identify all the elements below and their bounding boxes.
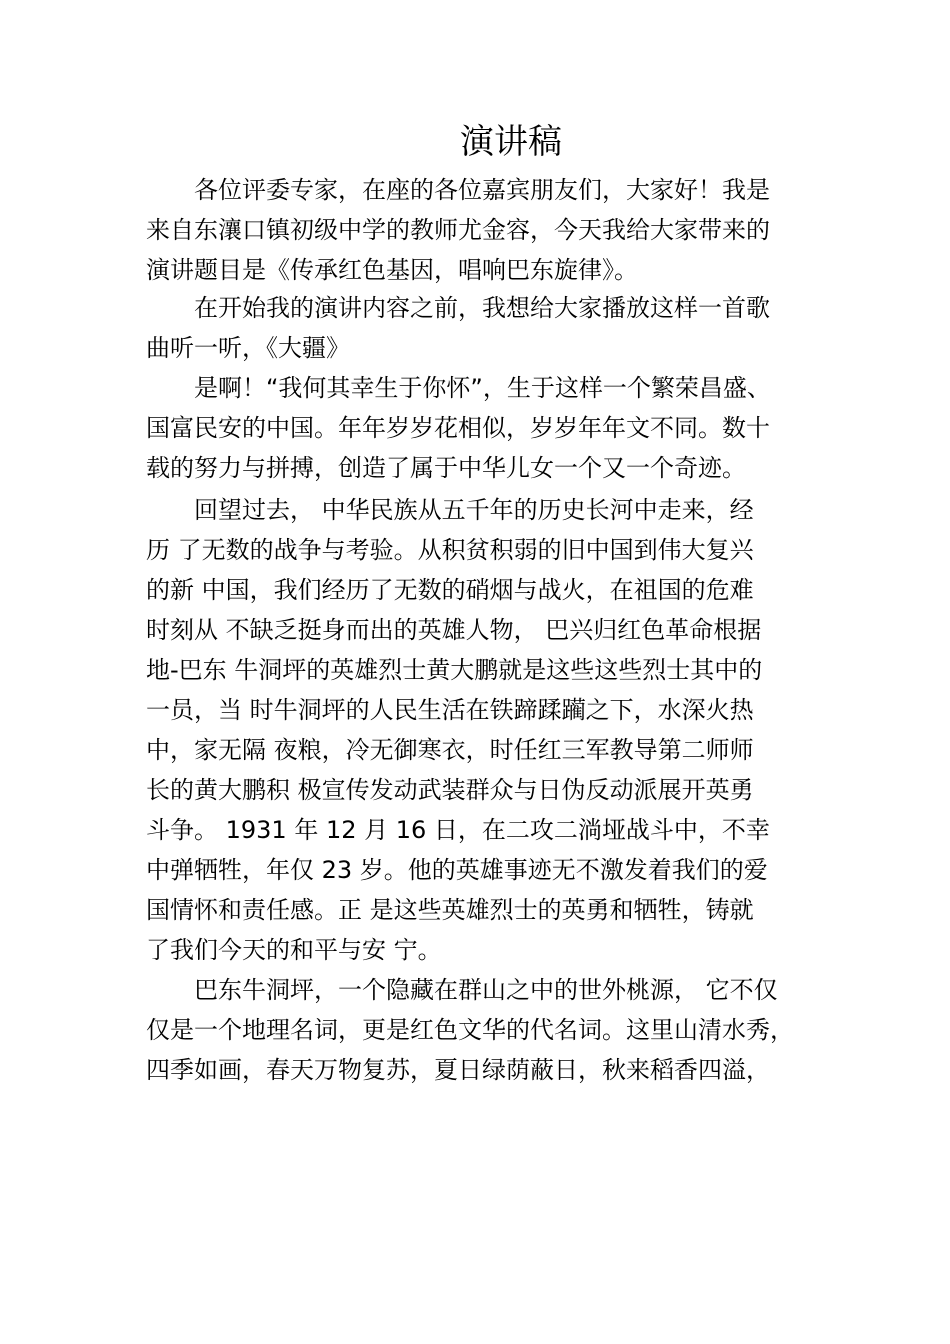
paragraph-fortune xyxy=(146,368,771,488)
text-line: 历 了无数的战争与考验。从积贫积弱的旧中国到伟大复兴 xyxy=(146,536,754,564)
paragraph-niudongping xyxy=(146,970,794,1090)
text-line: 仅是一个地理名词，更是红色文华的代名词。这里山清水秀， xyxy=(146,1016,794,1044)
text-line: 来自东瀼口镇初级中学的教师尤金容，今天我给大家带来的 xyxy=(146,216,770,244)
text-line: 曲听一听，《大疆》 xyxy=(146,334,350,362)
paragraph-greeting xyxy=(146,170,770,290)
text-line: 各位评委专家，在座的各位嘉宾朋友们，大家好！我是 xyxy=(146,176,770,204)
text-line: 国情怀和责任感。正 是这些英雄烈士的英勇和牺牲，铸就 xyxy=(146,896,754,924)
text-line: 回望过去， 中华民族从五千年的历史长河中走来，经 xyxy=(146,496,754,524)
text-line: 长的黄大鹏积 极宣传发动武装群众与日伪反动派展开英勇 xyxy=(146,776,754,804)
text-line: 是啊！“我何其幸生于你怀”，生于这样一个繁荣昌盛、 xyxy=(146,374,771,402)
text-line: 演讲题目是《传承红色基因，唱响巴东旋律》。 xyxy=(146,256,638,284)
document-title: 演讲稿 xyxy=(460,122,562,162)
text-line: 了我们今天的和平与安 宁。 xyxy=(146,936,442,964)
text-line: 在开始我的演讲内容之前，我想给大家播放这样一首歌 xyxy=(146,294,770,322)
text-line: 的新 中国，我们经历了无数的硝烟与战火，在祖国的危难 xyxy=(146,576,754,604)
text-line: 地-巴东 牛洞坪的英雄烈士黄大鹏就是这些这些烈士其中的 xyxy=(146,656,763,684)
text-line: 一员，当 时牛洞坪的人民生活在铁蹄蹂躏之下，水深火热 xyxy=(146,696,754,724)
paragraph-song xyxy=(146,288,770,368)
text-line: 载的努力与拼搏，创造了属于中华儿女一个又一个奇迹。 xyxy=(146,454,746,482)
paragraph-history xyxy=(146,490,770,970)
text-line: 时刻从 不缺乏挺身而出的英雄人物， 巴兴归红色革命根据 xyxy=(146,616,762,644)
text-line: 中弹牺牲，年仅 23 岁。他的英雄事迹无不激发着我们的爱 xyxy=(146,856,768,884)
text-line: 斗争。 1931 年 12 月 16 日，在二攻二淌垭战斗中，不幸 xyxy=(146,816,770,844)
text-line: 中，家无隔 夜粮，冷无御寒衣，时任红三军教导第二师师 xyxy=(146,736,754,764)
text-line: 巴东牛洞坪，一个隐藏在群山之中的世外桃源， 它不仅 xyxy=(146,976,778,1004)
text-line: 四季如画，春天万物复苏，夏日绿荫蔽日，秋来稻香四溢， xyxy=(146,1056,770,1084)
text-line: 国富民安的中国。年年岁岁花相似，岁岁年年文不同。数十 xyxy=(146,414,770,442)
